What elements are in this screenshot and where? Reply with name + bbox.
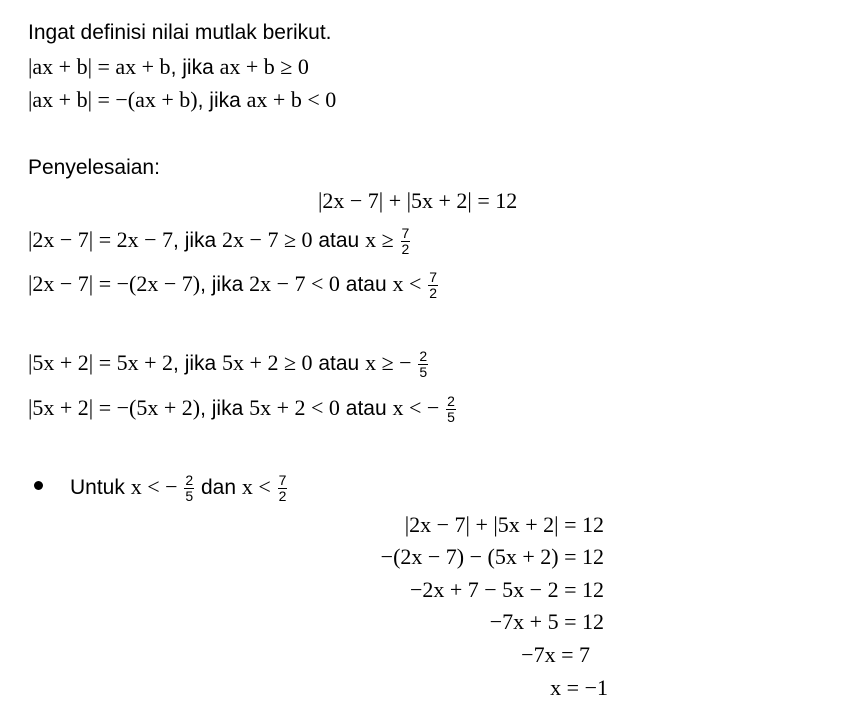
- step-2: −(2x − 7) − (5x + 2) = 12: [380, 544, 604, 569]
- case-b2-atau: atau: [339, 397, 393, 421]
- bullet-ineq2: x <: [241, 474, 271, 500]
- bullet-ineq1: x < −: [130, 474, 178, 500]
- main-equation: |2x − 7| + |5x + 2| = 12: [318, 188, 518, 213]
- case-a2-jika: , jika: [200, 273, 250, 297]
- case-a2-denominator: 2: [429, 285, 438, 301]
- case-b2-jika: , jika: [200, 397, 250, 421]
- definition-positive-math: |ax + b| = ax + b: [28, 54, 171, 79]
- case-b1: [28, 349, 429, 380]
- case-b2-ineq: x < −: [392, 395, 440, 421]
- bullet-numerator-2: 7: [278, 472, 287, 488]
- case-b2-numerator: 2: [447, 393, 455, 409]
- bullet-fraction-2: [278, 473, 288, 504]
- case-b1-fraction: [418, 349, 428, 380]
- bullet-prefix: Untuk: [70, 476, 131, 500]
- case-a2: [28, 270, 439, 301]
- case-a1-denominator: 2: [401, 241, 410, 257]
- bullet-denominator-1: 5: [185, 488, 194, 504]
- case-b2-denominator: 5: [447, 409, 455, 425]
- case-a2-numerator: 7: [429, 269, 438, 285]
- definition-negative: [28, 87, 336, 114]
- definition-negative-sep: , jika: [197, 89, 247, 112]
- case-b2-math: |5x + 2| = −(5x + 2): [28, 395, 201, 421]
- bullet-numerator-1: 2: [185, 472, 194, 488]
- bullet-dan: dan: [195, 476, 242, 500]
- definition-negative-cond: ax + b < 0: [246, 87, 337, 112]
- case-a1-jika: , jika: [173, 229, 223, 253]
- case-a1-ineq: x ≥: [365, 227, 394, 253]
- step-6: x = −1: [550, 675, 608, 700]
- bullet-case: [70, 473, 288, 504]
- case-a2-atau: atau: [339, 273, 393, 297]
- intro-heading: Ingat definisi nilai mutlak berikut.: [28, 21, 332, 44]
- step-5: −7x = 7: [521, 642, 590, 667]
- case-a1-atau: atau: [312, 229, 366, 253]
- definition-positive-sep: , jika: [170, 56, 220, 79]
- case-a1-fraction: [401, 226, 411, 257]
- case-a2-cond: 2x − 7 < 0: [249, 271, 340, 297]
- step-1: |2x − 7| + |5x + 2| = 12: [404, 512, 604, 537]
- case-a1-math: |2x − 7| = 2x − 7: [28, 227, 174, 253]
- case-a1-cond: 2x − 7 ≥ 0: [222, 227, 313, 253]
- definition-negative-math: |ax + b| = −(ax + b): [28, 87, 198, 112]
- case-a2-fraction: [428, 270, 438, 301]
- case-b1-ineq: x ≥ −: [365, 350, 412, 376]
- case-b2-cond: 5x + 2 < 0: [249, 395, 340, 421]
- case-a2-math: |2x − 7| = −(2x − 7): [28, 271, 201, 297]
- case-b1-atau: atau: [312, 352, 366, 376]
- definition-positive: [28, 54, 309, 81]
- case-a2-ineq: x <: [392, 271, 422, 297]
- case-b1-math: |5x + 2| = 5x + 2: [28, 350, 174, 376]
- step-3: −2x + 7 − 5x − 2 = 12: [409, 577, 604, 602]
- bullet-fraction-1: [184, 473, 194, 504]
- case-b2-fraction: [446, 394, 456, 425]
- case-b1-numerator: 2: [419, 348, 428, 364]
- case-b1-jika: , jika: [173, 352, 223, 376]
- case-b1-cond: 5x + 2 ≥ 0: [222, 350, 313, 376]
- definition-positive-cond: ax + b ≥ 0: [219, 54, 309, 79]
- case-b2: [28, 394, 457, 425]
- step-4: −7x + 5 = 12: [489, 609, 604, 634]
- solution-heading: Penyelesaian:: [28, 156, 160, 179]
- case-b1-denominator: 5: [419, 364, 428, 380]
- case-a1-numerator: 7: [401, 225, 410, 241]
- bullet-icon: [34, 481, 43, 490]
- case-a1: [28, 226, 411, 257]
- bullet-denominator-2: 2: [278, 488, 287, 504]
